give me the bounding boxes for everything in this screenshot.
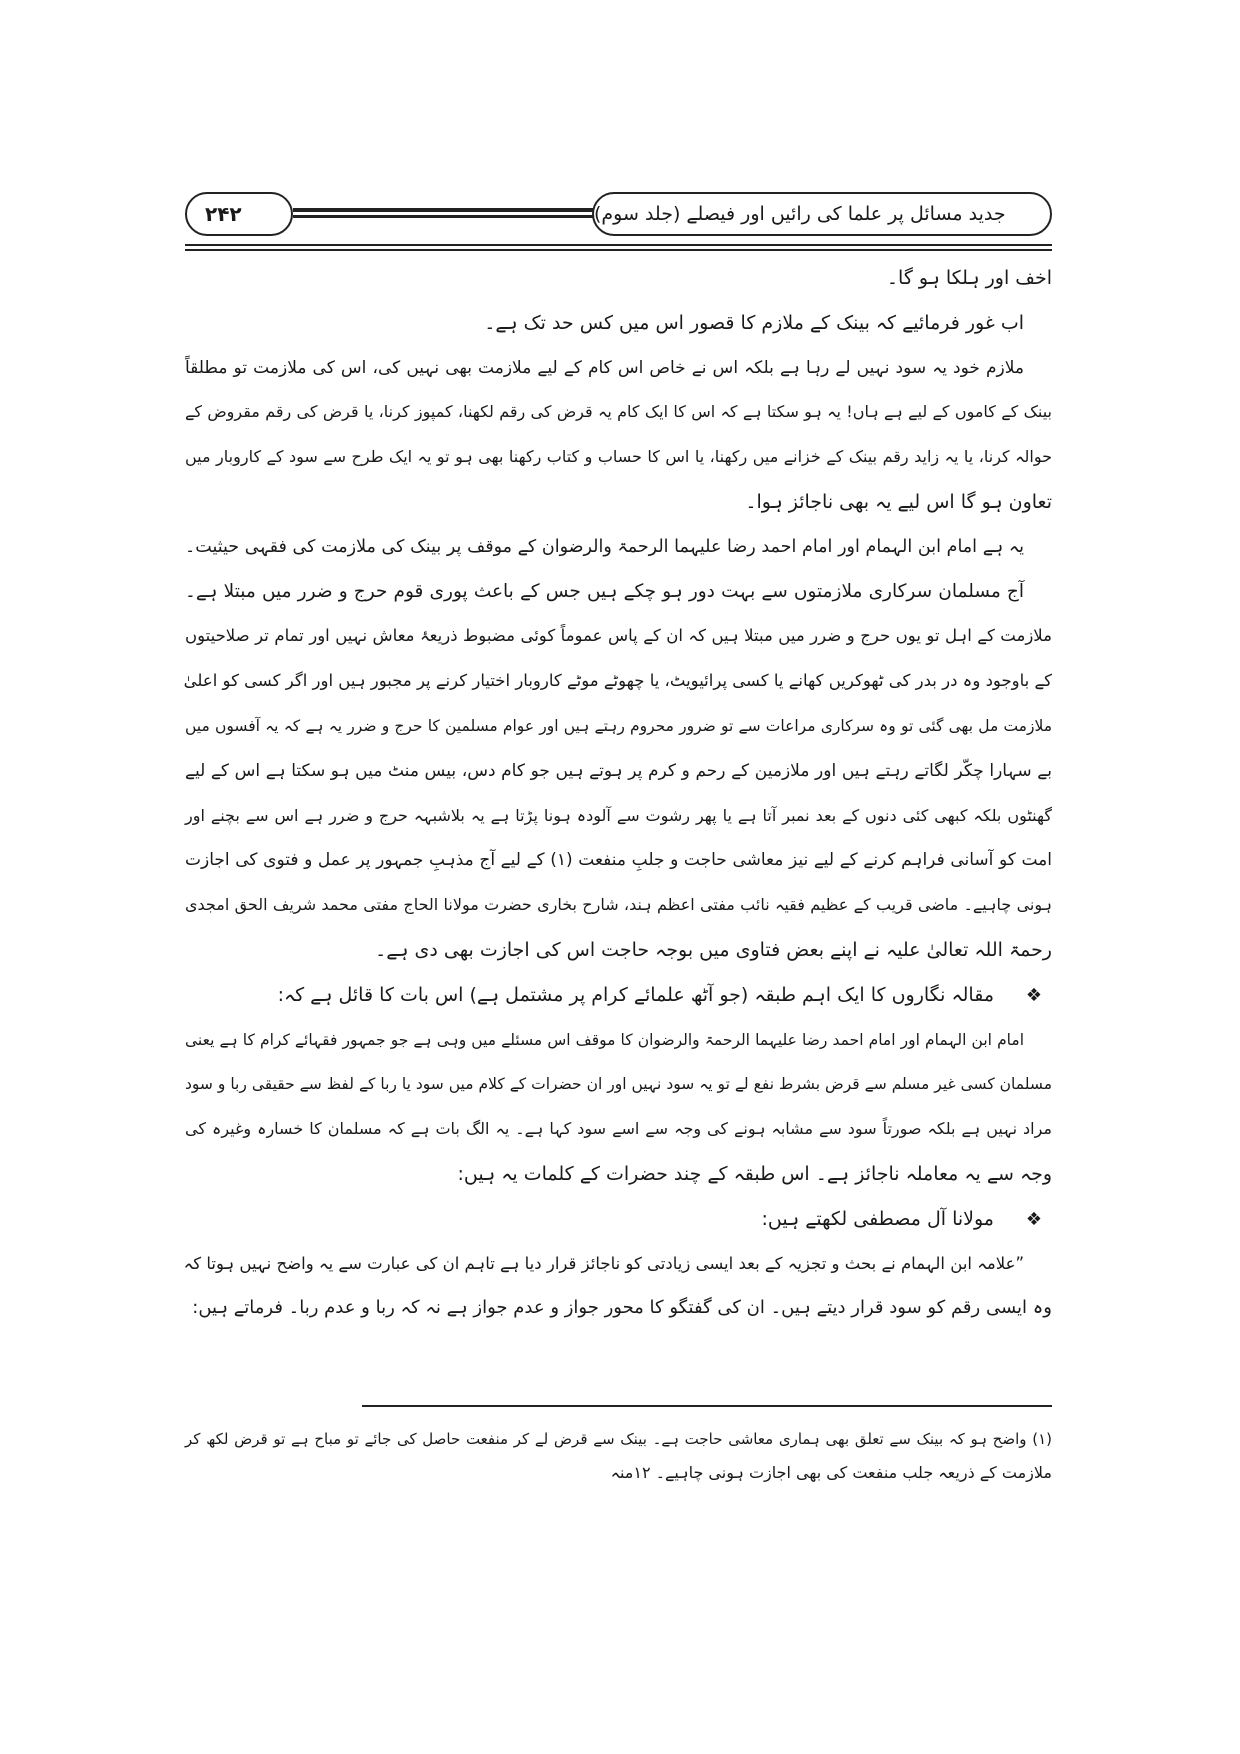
header-divider — [185, 244, 1052, 246]
text-line: وجہ سے یہ معاملہ ناجائز ہے۔ اس طبقہ کے چند حضرات کے کلمات یہ ہیں: — [457, 1162, 1052, 1185]
text-line: حوالہ کرنا، یا یہ زاید رقم بینک کے خزانے میں رکھنا، یا اس کا حساب و کتاب رکھنا بھی ہو تو یہ ایک طرح سے سود کے کاروبار میں — [185, 447, 1052, 467]
header-rule-thick — [293, 208, 593, 212]
text-line: رحمۃ اللہ تعالیٰ علیہ نے اپنے بعض فتاوی میں بوجہ حاجت اس کی اجازت بھی دی ہے۔ — [375, 938, 1052, 961]
text-line: امت کو آسانی فراہم کرنے کے لیے نیز معاشی حاجت و جلبِ منفعت (۱) کے لیے آج مذہبِ جمہور پر عمل و فتوی کی اجازت — [185, 850, 1053, 871]
text-line: آج مسلمان سرکاری ملازمتوں سے بہت دور ہو چکے ہیں جس کے باعث پوری قوم حرج و ضرر میں مبتلا ہے۔ — [185, 580, 1024, 602]
text-line: ملازمت مل بھی گئی تو وہ سرکاری مراعات سے تو ضرور محروم رہتے ہیں اور عوام مسلمین کا حرج و ضرر یہ ہے کہ یہ آفسوں میں — [185, 716, 1052, 735]
page-number — [185, 192, 293, 236]
page-number-text: ۲۴۲ — [205, 202, 242, 226]
text-line: امام ابن الہمام اور امام احمد رضا علیہما الرحمۃ والرضوان کا موقف اس مسئلے میں وہی ہے جو جمہور فقہائے کرام کا ہے یعنی — [185, 1030, 1024, 1049]
header-rule-thin — [293, 215, 593, 218]
book-title: جدید مسائل پر علما کی رائیں اور فیصلے (جلد سوم) — [594, 203, 1006, 225]
footnote-line: (۱) واضح ہو کہ بینک سے تعلق بھی ہماری معاشی حاجت ہے۔ بینک سے قرض لے کر منفعت حاصل کی جائے تو مباح ہے تو قرض لکھ کر — [185, 1430, 1052, 1448]
text-line: ملازم خود یہ سود نہیں لے رہا ہے بلکہ اس نے خاص اس کام کے لیے ملازمت بھی نہیں کی، اس کی ملازمت تو مطلقاً — [185, 357, 1024, 378]
bullet-item — [185, 1197, 1052, 1242]
text-line: بے سہارا چکّر لگاتے رہتے ہیں اور ملازمین کے رحم و کرم پر ہوتے ہیں جو کام دس، بیس منٹ میں ہو سکتا ہے اس کے لیے — [185, 760, 1052, 781]
text-line: ملازمت کے اہل تو یوں حرج و ضرر میں مبتلا ہیں کہ ان کے پاس عموماً کوئی مضبوط ذریعۂ معاش نہیں اور تمام تر صلاحیتوں — [185, 626, 1052, 646]
body-text — [185, 256, 1052, 1331]
text-line: مسلمان کسی غیر مسلم سے قرض بشرط نفع لے تو یہ سود نہیں اور ان حضرات کے کلام میں سود یا ربا کے لفظ سے حقیقی ربا و سود — [185, 1075, 1052, 1094]
bullet-text: مولانا آل مصطفی لکھتے ہیں: — [761, 1207, 994, 1230]
bullet-text: مقالہ نگاروں کا ایک اہم طبقہ (جو آٹھ علمائے کرام پر مشتمل ہے) اس بات کا قائل ہے کہ: — [277, 983, 994, 1006]
bullet-icon: ❖ — [1025, 984, 1042, 1006]
text-line: بینک کے کاموں کے لیے ہے ہاں! یہ ہو سکتا ہے کہ اس کا ایک کام یہ قرض کی رقم لکھنا، کمپوز کرنا، یا قرض کی رقم مقروض کے — [185, 402, 1052, 422]
footnote-rule — [362, 1405, 1052, 1407]
text-line: ہونی چاہیے۔ ماضی قریب کے عظیم فقیہ نائب مفتی اعظم ہند، شارح بخاری حضرت مولانا الحاج مفتی محمد شریف الحق امجدی — [185, 895, 1052, 915]
text-line: تعاون ہو گا اس لیے یہ بھی ناجائز ہوا۔ — [745, 490, 1052, 513]
quote-line: وہ ایسی رقم کو سود قرار دیتے ہیں۔ ان کی گفتگو کا محور جواز و عدم جواز ہے نہ کہ ربا و عدم ربا۔ فرماتے ہیں: — [192, 1297, 1052, 1319]
running-title — [592, 192, 1052, 236]
text-line: یہ ہے امام ابن الہمام اور امام احمد رضا علیہما الرحمۃ والرضوان کے موقف پر بینک کی ملازمت کی فقہی حیثیت۔ — [185, 536, 1024, 557]
bullet-item — [185, 973, 1052, 1018]
quote-line: ”علامہ ابن الہمام نے بحث و تجزیہ کے بعد ایسی زیادتی کو ناجائز قرار دیا ہے تاہم ان کی عبارت سے یہ واضح نہیں ہوتا کہ — [183, 1253, 1024, 1273]
text-line: مراد نہیں ہے بلکہ صورتاً سود سے مشابہ ہونے کی وجہ سے اسے سود کہا ہے۔ یہ الگ بات ہے کہ مسلمان کا خسارہ وغیرہ کی — [185, 1119, 1053, 1139]
text-line: اب غور فرمائیے کہ بینک کے ملازم کا قصور اس میں کس حد تک ہے۔ — [484, 311, 1024, 334]
footnote-line: ملازمت کے ذریعہ جلب منفعت کی بھی اجازت ہونی چاہیے۔ ۱۲منہ — [610, 1463, 1052, 1482]
text-line: گھنٹوں بلکہ کبھی کئی دنوں کے بعد نمبر آتا ہے یا پھر رشوت سے آلودہ ہونا پڑتا ہے یہ بلاشبہہ حرج و ضرر ہے اس سے بچنے اور — [185, 805, 1052, 825]
header-divider — [185, 249, 1052, 251]
bullet-icon: ❖ — [1025, 1208, 1042, 1230]
footnotes — [185, 1422, 1052, 1490]
text-line: اخف اور ہلکا ہو گا۔ — [886, 267, 1052, 289]
text-line: کے باوجود وہ در بدر کی ٹھوکریں کھانے یا کسی پرائیویٹ، یا چھوٹے موٹے کاروبار اختیار کرنے پر مجبور ہیں اور اگر کسی کو اعلیٰ — [183, 671, 1052, 691]
